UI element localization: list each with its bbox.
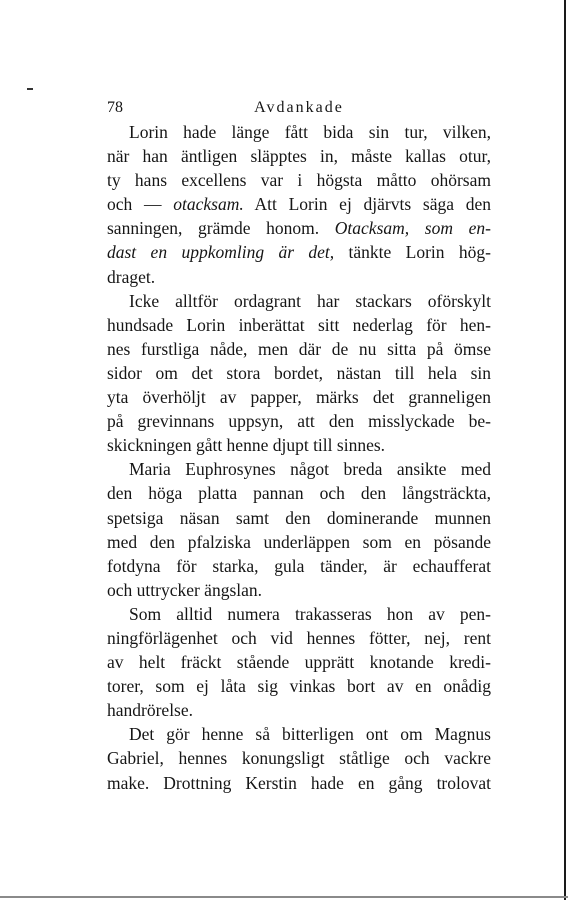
text-line: och uttrycker ängslan. <box>107 579 263 600</box>
text-line: Som alltid numera trakasseras hon av pen- <box>129 603 491 624</box>
paragraph <box>107 602 491 722</box>
paragraph <box>107 722 491 794</box>
text-line: av helt fräckt stående upprätt knotande kredi- <box>107 652 491 673</box>
text-line: Lorin hade länge fått bida sin tur, vilken, <box>129 122 491 142</box>
text-line: Det gör henne så bitterligen ont om Magnus <box>129 724 491 745</box>
text-line: sidor om det stora bordet, nästan till hela sin <box>107 362 491 383</box>
text-line: när han äntligen släpptes in, måste kallas otur, <box>107 146 491 167</box>
text-line: skickningen gått henne djupt till sinnes. <box>107 435 386 456</box>
italic-run: otacksam. <box>173 194 244 215</box>
text-line <box>107 192 491 216</box>
text-line: ningförlägenhet och vid hennes fötter, nej, rent <box>107 627 491 648</box>
body-text <box>107 120 491 795</box>
text-line: fotdyna för starka, gula tänder, är echaufferat <box>107 555 491 576</box>
text-line: på grevinnans uppsyn, att den misslyckade be- <box>107 411 491 432</box>
page-number: 78 <box>107 99 123 116</box>
text-line: Maria Euphrosynes något breda ansikte med <box>129 459 491 480</box>
text-line: make. Drottning Kerstin hade en gång trolovat <box>107 772 491 793</box>
text-run: och — <box>107 194 174 215</box>
italic-run: dast en uppkomling är det, <box>107 242 335 263</box>
page-edge-bottom <box>0 896 568 898</box>
text-line: den höga platta pannan och den långsträckta, <box>107 483 491 504</box>
text-line: Icke alltför ordagrant har stackars oförskylt <box>129 290 491 311</box>
page-edge-right <box>564 0 566 900</box>
text-line: yta överhöljt av papper, märks det granneligen <box>107 387 491 408</box>
text-line <box>107 240 491 264</box>
running-title: Avdankade <box>254 99 344 116</box>
text-line: hundsade Lorin inberättat sitt nederlag för hen- <box>107 314 491 335</box>
paragraph <box>107 289 491 458</box>
text-line <box>107 216 491 240</box>
page-header <box>107 99 491 121</box>
text-line: ty hans excellens var i högsta måtto ohörsam <box>107 170 491 191</box>
text-line: nes furstliga nåde, men där de nu sitta på ömse <box>107 338 491 359</box>
text-line: spetsiga näsan samt den dominerande munnen <box>107 507 491 528</box>
paragraph <box>107 120 491 289</box>
text-run: sanningen, grämde honom. <box>107 218 335 239</box>
italic-run: Otacksam, som en- <box>334 218 492 239</box>
scan-speck <box>27 88 33 90</box>
text-line: med den pfalziska underläppen som en pösande <box>107 531 491 552</box>
text-run: tänkte Lorin hög- <box>334 242 492 263</box>
text-run: Att Lorin ej djärvts säga den <box>243 194 491 215</box>
text-line: draget. <box>107 266 156 287</box>
paragraph <box>107 457 491 602</box>
text-line: torer, som ej låta sig vinkas bort av en onådig <box>107 676 491 697</box>
text-line: Gabriel, hennes konungsligt ståtlige och vackre <box>107 748 491 769</box>
text-line: handrörelse. <box>107 700 194 721</box>
